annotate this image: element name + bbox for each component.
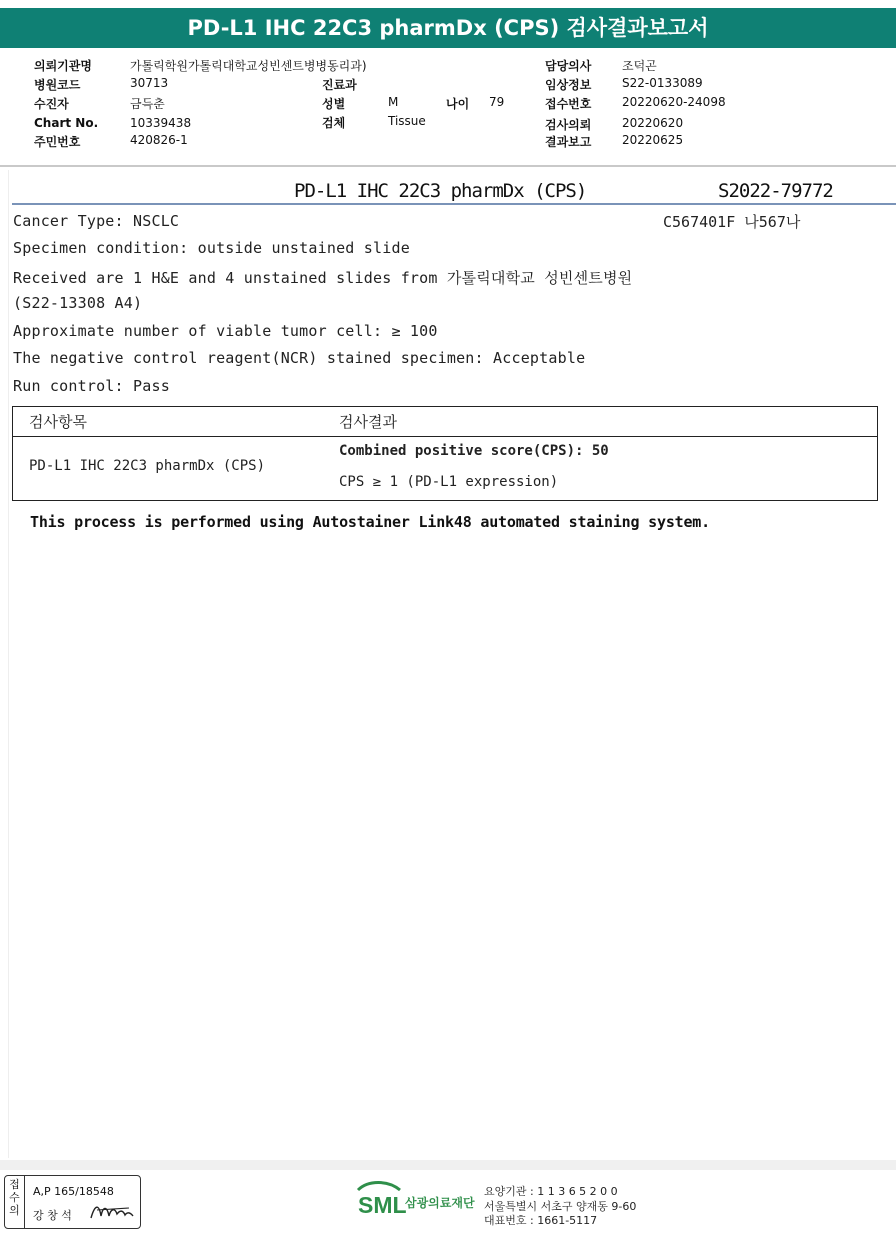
- table-item-name: PD-L1 IHC 22C3 pharmDx (CPS): [29, 458, 266, 474]
- signature-stamp: [4, 1175, 141, 1229]
- sex-value: M: [388, 95, 399, 109]
- report-title-rule: [12, 203, 896, 205]
- report-title-bar: PD-L1 IHC 22C3 pharmDx (CPS) 검사결과보고서: [0, 8, 896, 48]
- resident-label: 주민번호: [34, 135, 81, 149]
- table-header-result: 검사결과: [339, 413, 397, 431]
- patient-label: 수진자: [34, 97, 69, 111]
- institution-label: 의뢰기관명: [34, 59, 92, 73]
- footer-phone: 대표번호 : 1661-5117: [484, 1214, 598, 1227]
- result-date-label: 결과보고: [545, 135, 592, 149]
- request-label: 검사의뢰: [545, 118, 592, 132]
- sex-label: 성별: [322, 97, 346, 111]
- dept-label: 진료과: [322, 78, 357, 92]
- svg-text:SML: SML: [358, 1192, 407, 1218]
- request-value: 20220620: [622, 116, 684, 130]
- clinical-value: S22-0133089: [622, 76, 703, 90]
- stamp-label: 접수의: [5, 1176, 25, 1228]
- process-note: This process is performed using Autostainer Link48 automated staining system.: [30, 513, 710, 531]
- sml-logo-icon: [356, 1180, 481, 1222]
- clinical-label: 임상정보: [545, 78, 592, 92]
- receipt-label: 접수번호: [545, 97, 592, 111]
- stamp-line1: A,P 165/18548: [33, 1185, 114, 1198]
- handwritten-signature-icon: [89, 1200, 135, 1224]
- cancer-type-line: Cancer Type: NSCLC: [13, 212, 180, 230]
- doctor-value: 조덕곤: [622, 59, 657, 73]
- report-test-title: PD-L1 IHC 22C3 pharmDx (CPS): [294, 180, 587, 202]
- report-number: S2022-79772: [718, 180, 833, 202]
- age-label: 나이: [446, 97, 470, 111]
- ncr-line: The negative control reagent(NCR) stained specimen: Acceptable: [13, 349, 586, 367]
- footer-address: 서울특별시 서초구 양재동 9-60: [484, 1200, 637, 1213]
- slide-id-line: (S22-13308 A4): [13, 294, 143, 312]
- report-panel: [8, 170, 896, 1158]
- footer-institution-code: 요양기관 : 1 1 3 6 5 2 0 0: [484, 1185, 618, 1198]
- chart-label: Chart No.: [34, 116, 99, 130]
- chart-value: 10339438: [130, 116, 192, 130]
- specimen-condition-line: Specimen condition: outside unstained slide: [13, 239, 410, 257]
- header-divider: [0, 165, 896, 167]
- age-value: 79: [489, 95, 505, 109]
- result-date-value: 20220625: [622, 133, 684, 147]
- doctor-label: 담당의사: [545, 59, 592, 73]
- table-header-item: 검사항목: [29, 413, 87, 431]
- institution-value: 가톨릭학원가톨릭대학교성빈센트병병동리과): [130, 59, 367, 73]
- hospital-code-label: 병원코드: [34, 78, 81, 92]
- table-header-rule: [13, 436, 877, 437]
- table-result-cps: Combined positive score(CPS): 50: [339, 443, 609, 459]
- hospital-code-value: 30713: [130, 76, 169, 90]
- run-control-line: Run control: Pass: [13, 377, 170, 395]
- patient-value: 금득춘: [130, 97, 165, 111]
- tumor-cell-line: Approximate number of viable tumor cell: ≥ 100: [13, 322, 438, 340]
- resident-value: 420826-1: [130, 133, 188, 147]
- specimen-label: 검체: [322, 116, 346, 130]
- table-result-expression: CPS ≥ 1 (PD-L1 expression): [339, 474, 559, 490]
- footer-divider: [0, 1160, 896, 1170]
- specimen-value: Tissue: [388, 114, 426, 128]
- stamp-line2: 강 창 석: [33, 1209, 72, 1222]
- receipt-value: 20220620-24098: [622, 95, 726, 109]
- company-logo: [356, 1180, 481, 1227]
- result-table: [12, 406, 878, 501]
- report-code: C567401F 나567나: [663, 213, 801, 231]
- received-line: Received are 1 H&E and 4 unstained slides from 가톨릭대학교 성빈센트병원: [13, 269, 633, 287]
- svg-text:삼광의료재단: 삼광의료재단: [405, 1196, 475, 1210]
